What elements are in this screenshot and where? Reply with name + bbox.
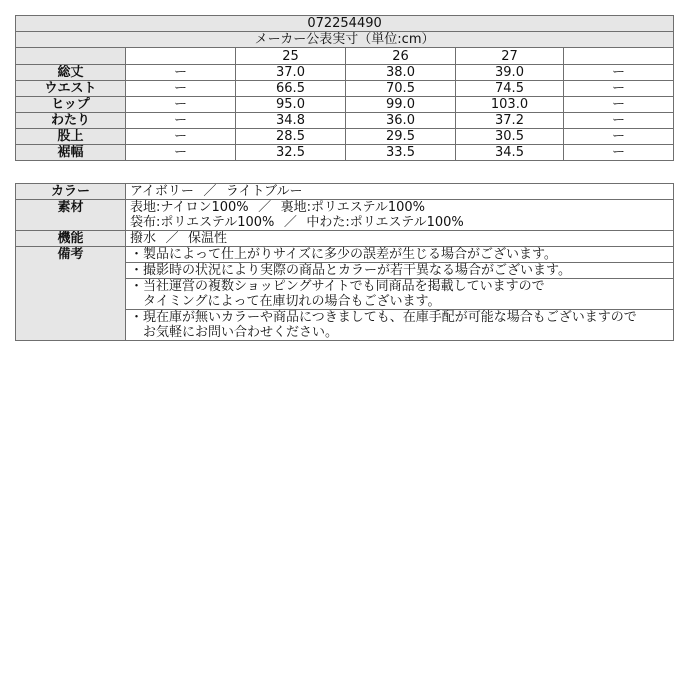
material-value: [126, 200, 674, 231]
material-item: 中わた:ポリエステル100%: [306, 215, 464, 230]
color-row: [16, 184, 674, 200]
size-value-cell: 38.0: [346, 65, 456, 81]
detail-table: [15, 183, 674, 341]
size-value-cell: 66.5: [236, 81, 346, 97]
size-value-cell: ー: [126, 81, 236, 97]
size-row: [16, 97, 674, 113]
size-row-label: 裾幅: [16, 145, 126, 161]
size-value-cell: ー: [564, 65, 674, 81]
size-header: 25: [236, 48, 346, 65]
size-value-cell: ー: [126, 65, 236, 81]
size-value-cell: 70.5: [346, 81, 456, 97]
separator: ／: [258, 200, 272, 215]
color-value: [126, 184, 674, 200]
color-item: ライトブルー: [225, 184, 303, 199]
size-value-cell: ー: [564, 129, 674, 145]
note-item: [126, 279, 674, 310]
color-label: カラー: [16, 184, 126, 200]
function-label: 機能: [16, 231, 126, 247]
size-value-cell: 95.0: [236, 97, 346, 113]
size-value-cell: ー: [564, 113, 674, 129]
size-value-cell: 37.0: [236, 65, 346, 81]
size-value-cell: 99.0: [346, 97, 456, 113]
size-row-label: 股上: [16, 129, 126, 145]
note-line: ・現在庫が無いカラーや商品につきましても、在庫手配が可能な場合もございますので: [130, 310, 637, 325]
size-header: [126, 48, 236, 65]
size-row: [16, 129, 674, 145]
notes-row: [16, 247, 674, 263]
size-row-label: わたり: [16, 113, 126, 129]
material-label: 素材: [16, 200, 126, 231]
function-value: [126, 231, 674, 247]
size-row: [16, 113, 674, 129]
size-row: [16, 65, 674, 81]
size-row: [16, 145, 674, 161]
size-value-cell: 34.8: [236, 113, 346, 129]
note-item: [126, 263, 674, 279]
size-value-cell: 39.0: [456, 65, 564, 81]
size-value-cell: ー: [126, 97, 236, 113]
size-value-cell: 34.5: [456, 145, 564, 161]
size-value-cell: ー: [126, 129, 236, 145]
size-value-cell: ー: [126, 145, 236, 161]
size-table-caption: メーカー公表実寸（単位:cm）: [16, 32, 674, 48]
note-item: [126, 247, 674, 263]
separator: ／: [283, 215, 297, 230]
size-value-cell: 29.5: [346, 129, 456, 145]
material-item: 裏地:ポリエステル100%: [280, 200, 426, 215]
note-line: お気軽にお問い合わせください。: [130, 325, 339, 340]
material-row: [16, 200, 674, 231]
size-header-corner: [16, 48, 126, 65]
size-value-cell: 33.5: [346, 145, 456, 161]
separator: ／: [165, 231, 179, 246]
notes-label: 備考: [16, 247, 126, 341]
size-header: [564, 48, 674, 65]
size-value-cell: 37.2: [456, 113, 564, 129]
material-item: 表地:ナイロン100%: [130, 200, 249, 215]
function-item: 撥水: [130, 231, 157, 246]
separator: ／: [203, 184, 217, 199]
material-item: 袋布:ポリエステル100%: [130, 215, 275, 230]
size-row-label: ヒップ: [16, 97, 126, 113]
note-line: ・当社運営の複数ショッピングサイトでも同商品を掲載していますので: [130, 279, 545, 294]
size-row: [16, 81, 674, 97]
function-row: [16, 231, 674, 247]
size-value-cell: ー: [564, 81, 674, 97]
size-table: [15, 15, 674, 161]
size-value-cell: 28.5: [236, 129, 346, 145]
size-value-cell: 103.0: [456, 97, 564, 113]
note-line: ・製品によって仕上がりサイズに多少の誤差が生じる場合がございます。: [130, 247, 557, 262]
note-line: ・撮影時の状況により実際の商品とカラーが若干異なる場合がございます。: [130, 263, 571, 278]
size-value-cell: 74.5: [456, 81, 564, 97]
material-line: [130, 200, 673, 215]
note-item: [126, 310, 674, 341]
product-code: 072254490: [16, 16, 674, 32]
material-line: [130, 215, 673, 230]
size-value-cell: ー: [564, 97, 674, 113]
size-header: 27: [456, 48, 564, 65]
size-value-cell: 30.5: [456, 129, 564, 145]
size-value-cell: 36.0: [346, 113, 456, 129]
size-header-row: [16, 48, 674, 65]
size-row-label: 総丈: [16, 65, 126, 81]
note-line: タイミングによって在庫切れの場合もございます。: [130, 294, 441, 309]
size-value-cell: ー: [126, 113, 236, 129]
size-value-cell: ー: [564, 145, 674, 161]
color-item: アイボリー: [130, 184, 194, 199]
size-header: 26: [346, 48, 456, 65]
function-item: 保温性: [188, 231, 228, 246]
size-value-cell: 32.5: [236, 145, 346, 161]
size-row-label: ウエスト: [16, 81, 126, 97]
